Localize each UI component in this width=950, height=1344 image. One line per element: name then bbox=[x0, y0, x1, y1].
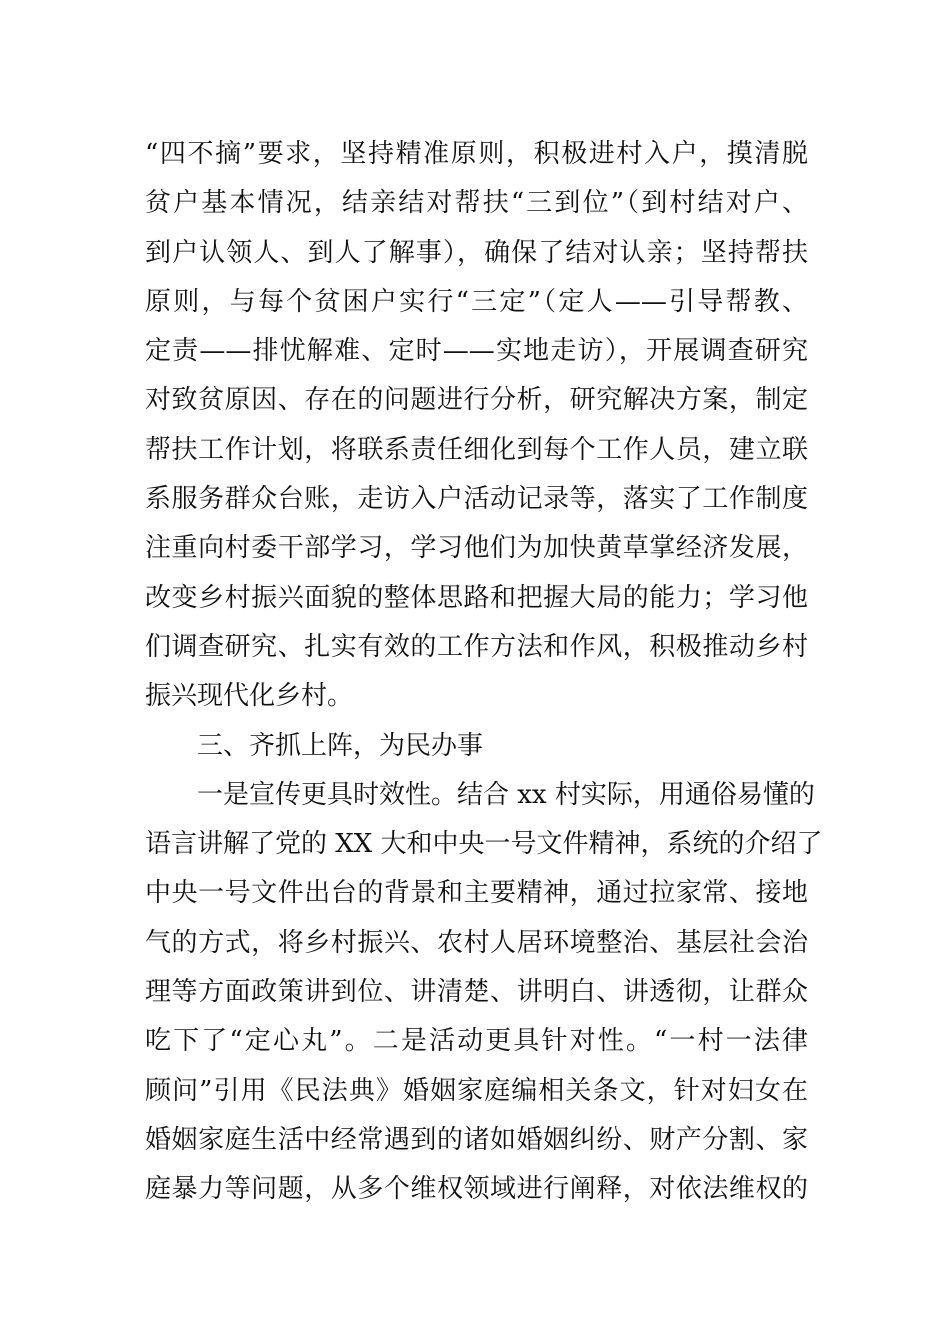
text-line: 气的方式，将乡村振兴、农村人居环境整治、基层社会治 bbox=[145, 927, 808, 958]
text-line: 婚姻家庭生活中经常遇到的诸如婚姻纠纷、财产分割、家 bbox=[145, 1124, 808, 1155]
paragraph-2 bbox=[145, 771, 823, 1215]
text-line: 到户认领人、到人了解事），确保了结对认亲；坚持帮扶 bbox=[145, 237, 808, 268]
section-heading: 三、齐抓上阵，为民办事 bbox=[197, 730, 484, 761]
text-line: “四不摘”要求，坚持精准原则，积极进村入户，摸清脱 bbox=[145, 139, 808, 169]
text-line: 们调查研究、扎实有效的工作方法和作风，积极推动乡村 bbox=[145, 631, 808, 662]
text-line: 注重向村委干部学习，学习他们为加快黄草掌经济发展， bbox=[145, 533, 808, 564]
text-line: 庭暴力等问题，从多个维权领域进行阐释，对依法维权的 bbox=[145, 1174, 808, 1205]
text-line: 原则，与每个贫困户实行“三定”（定人——引导帮教、 bbox=[145, 286, 808, 317]
text-line: 顾问”引用《民法典》婚姻家庭编相关条文，针对妇女在 bbox=[145, 1075, 808, 1106]
text-line: 贫户基本情况，结亲结对帮扶“三到位”（到村结对户、 bbox=[145, 188, 808, 219]
text-line: 对致贫原因、存在的问题进行分析，研究解决方案，制定 bbox=[145, 385, 808, 416]
text-line: 帮扶工作计划，将联系责任细化到每个工作人员，建立联 bbox=[145, 434, 808, 465]
text-line: 理等方面政策讲到位、讲清楚、讲明白、讲透彻，让群众 bbox=[145, 977, 808, 1008]
text-line: 系服务群众台账，走访入户活动记录等，落实了工作制度 bbox=[145, 484, 808, 515]
document-body bbox=[145, 130, 823, 1215]
paragraph-1 bbox=[145, 130, 808, 722]
text-line: 定责——排忧解难、定时——实地走访），开展调查研究 bbox=[145, 336, 808, 367]
text-line: 中央一号文件出台的背景和主要精神，通过拉家常、接地 bbox=[145, 878, 808, 909]
text-line: 一是宣传更具时效性。结合 xx 村实际，用通俗易懂的 bbox=[197, 779, 815, 810]
text-line: 语言讲解了党的 XX 大和中央一号文件精神，系统的介绍了 bbox=[145, 829, 823, 860]
text-line: 吃下了“定心丸”。二是活动更具针对性。“一村一法律 bbox=[145, 1026, 808, 1057]
text-line: 改变乡村振兴面貌的整体思路和把握大局的能力；学习他 bbox=[145, 582, 808, 613]
text-line: 振兴现代化乡村。 bbox=[145, 681, 354, 712]
